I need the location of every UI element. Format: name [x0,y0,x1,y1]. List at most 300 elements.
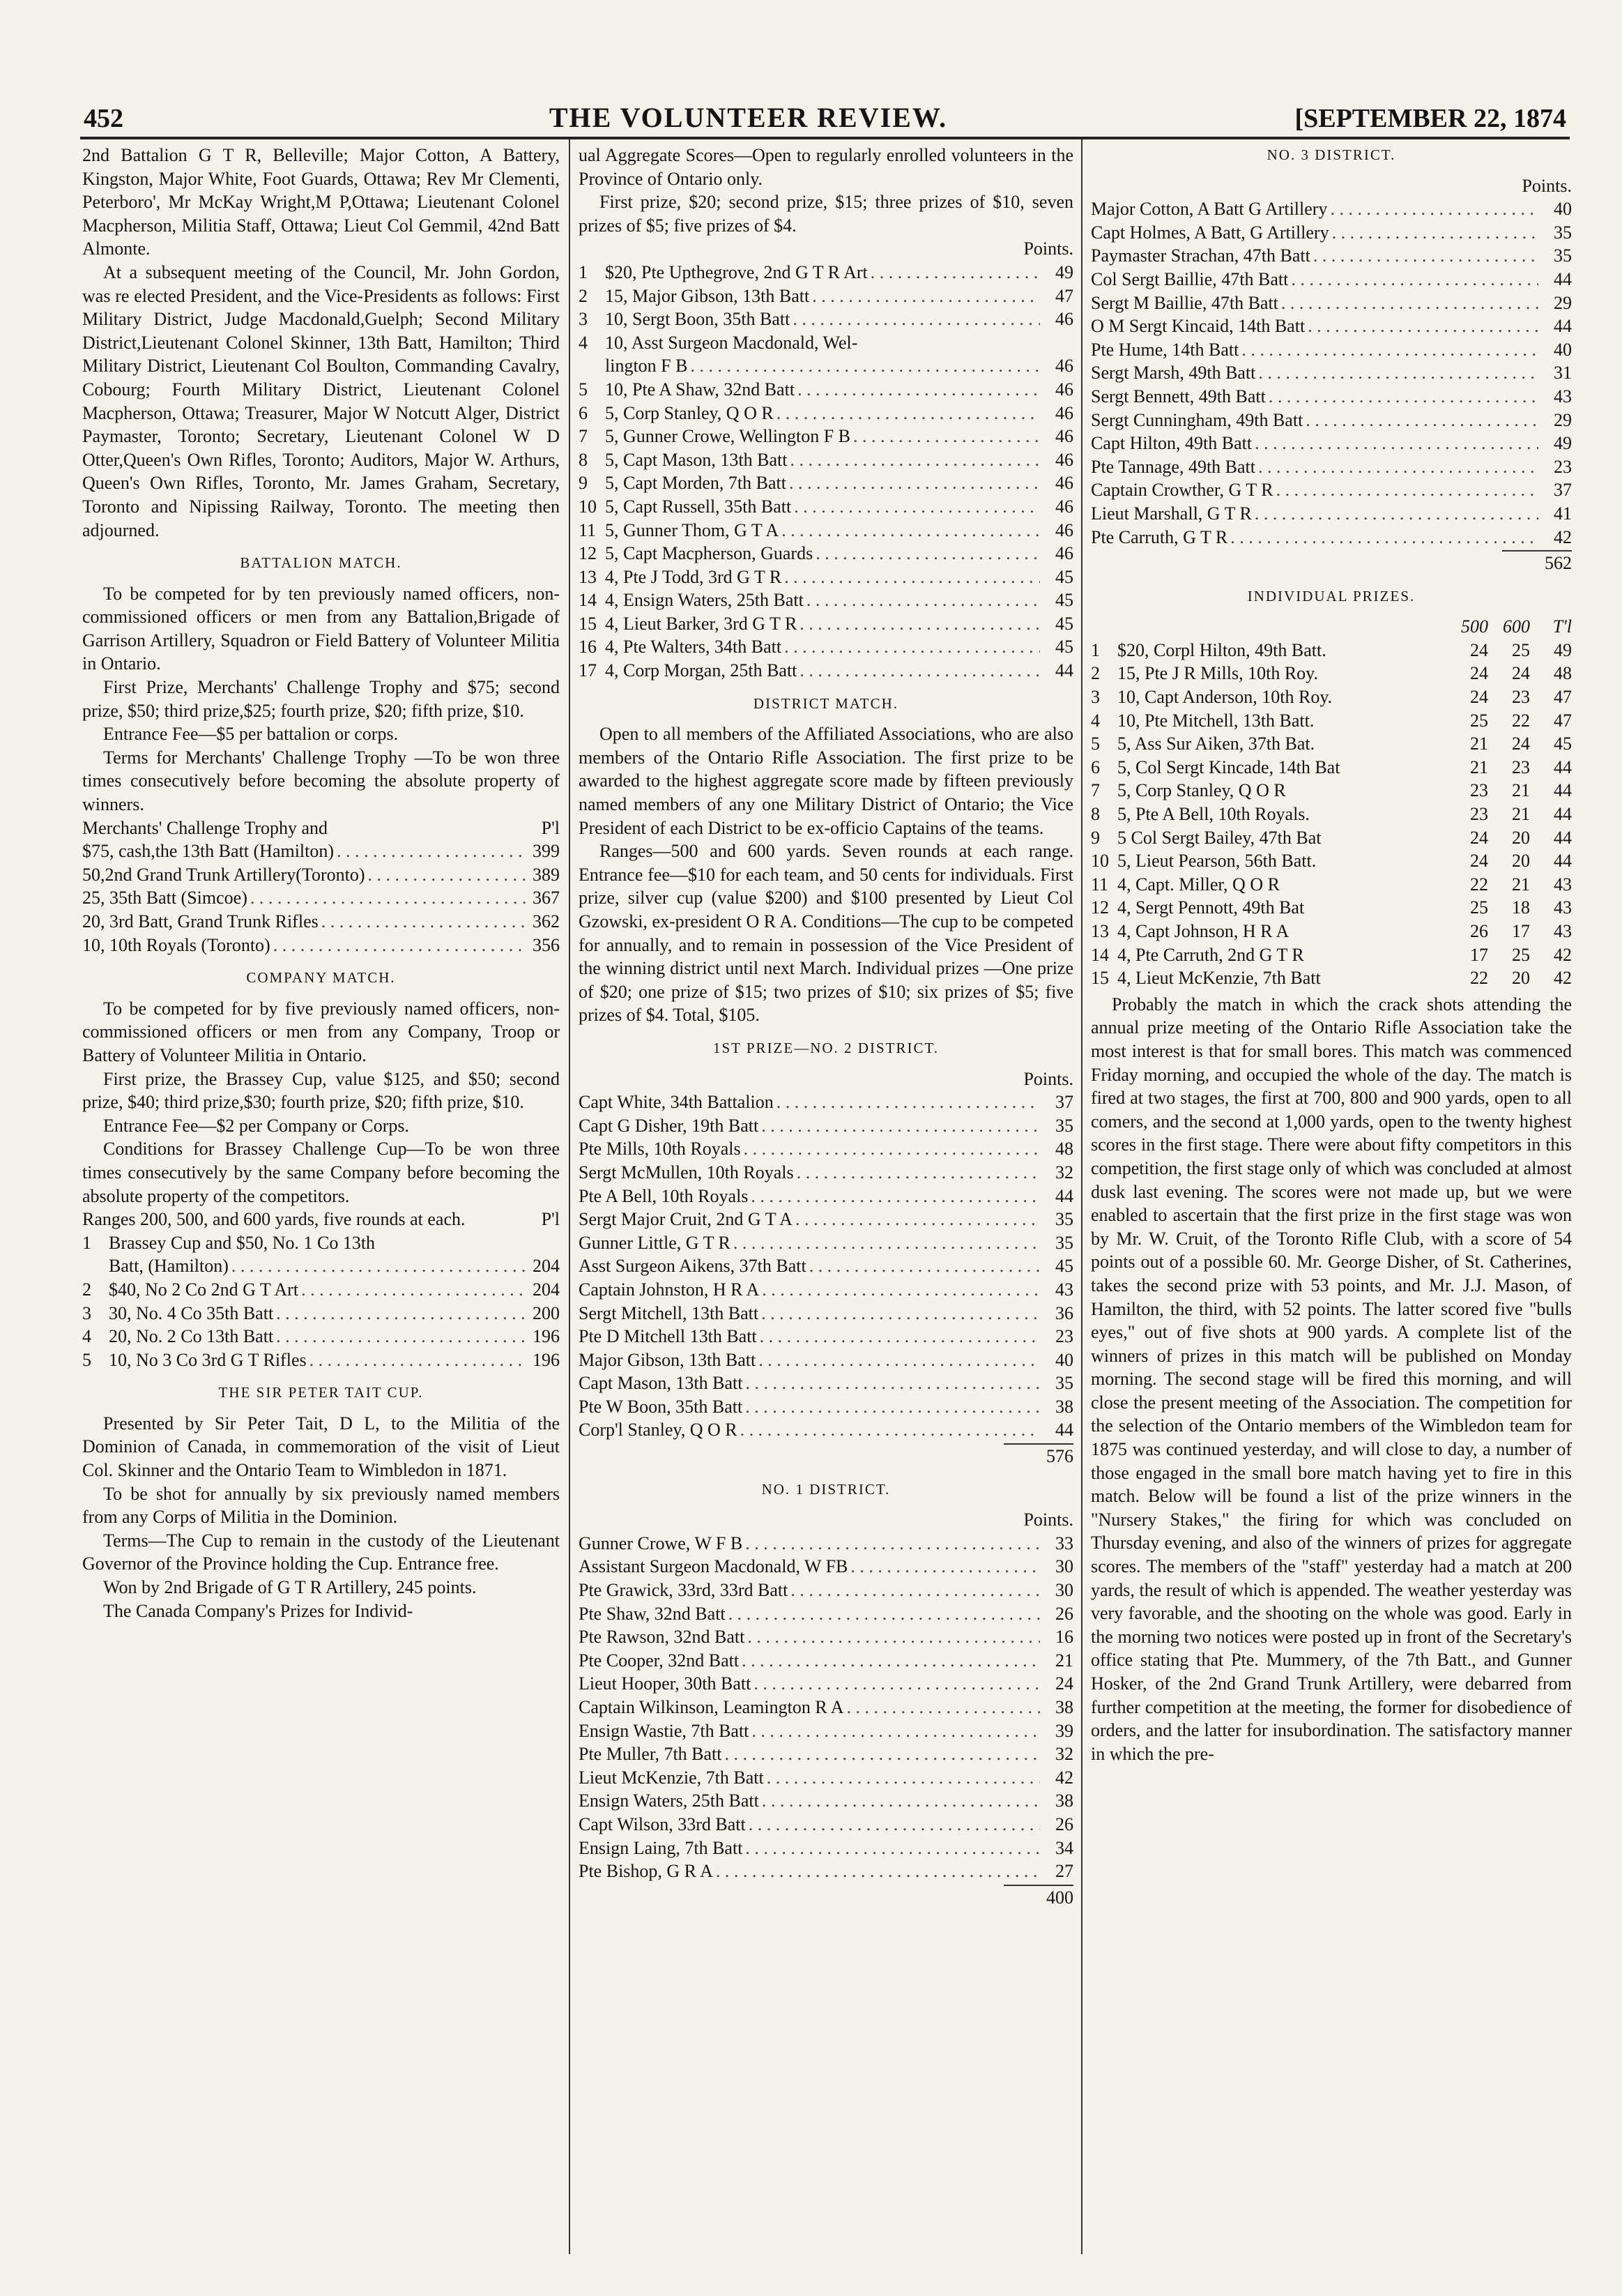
score-value: 46 [1055,309,1073,330]
table-row [579,1813,1073,1837]
table-row [579,1672,1073,1696]
leader-dots [767,1766,1040,1790]
row-number: 8 [1091,804,1100,825]
table-row [579,284,1073,308]
score-value: 46 [1055,379,1073,400]
competitor-name: 10, No 3 Co 3rd G T Rifles [109,1349,307,1370]
row-number: 9 [1091,827,1100,848]
leader-dots [740,1418,1040,1442]
leader-dots [776,402,1040,425]
table-row [1091,338,1572,362]
competitor-name: 5, Corp Stanley, Q O R [605,402,774,423]
score-600: 22 [1512,710,1530,731]
score-500: 24 [1470,687,1488,708]
competitor-name: Capt Holmes, A Batt, G Artillery [1091,222,1329,243]
paragraph: First Prize, Merchants' Challenge Trophy and $75; second prize, $50; third prize,$25; fourth prize, $20; fifth prize, $10. [82,677,560,721]
score-value: 42 [1554,526,1572,547]
table-row [579,1742,1073,1766]
table-row [1091,478,1572,502]
score-value: 46 [1055,543,1073,564]
company-results [82,1231,560,1372]
table-row [1091,732,1572,756]
score-value: 38 [1055,1791,1073,1811]
paragraph: The Canada Company's Prizes for Individ- [103,1600,413,1621]
competitor-name: 4, Corp Morgan, 25th Batt [605,660,797,681]
table-row [579,1161,1073,1185]
competitor-name: 4, Lieut Barker, 3rd G T R [605,613,797,634]
competitor-name: 4, Sergt Pennott, 49th Bat [1117,897,1305,918]
section-heading: BATTALION MATCH. [240,554,402,572]
competitor-name: Sergt Bennett, 49th Batt [1091,386,1266,406]
row-number: 14 [579,590,597,611]
leader-dots [784,565,1040,589]
paragraph: Probably the match in which the crack shots attending the annual prize meeting of the Ontario Rifle Association take the most interest is that for small bores. This match was commenced Friday morning, and occupied the whole of the day. The match is fired at two stages, the first at 700, 800 and 900 yards, open to all comers, and the second at 1,000 yards, open to the twenty highest scores in the first stage. There were about fifty competitors in this competition, the first stage only of which was concluded at almost dusk last evening. The scores were not made up, but we were enabled to ascertain that the first prize in the first stage was won by Mr. W. Cruit, of the Toronto Rifle Club, with a score of 54 points out of a possible 60. Mr. George Disher, of St. Catherines, takes the second prize with 53 points, and Mr. J.J. Mason, of Hamilton, the third, with 52 points. The latter scored five "bulls eyes," out of five shots at 900 yards. A complete list of the winners of prizes in this match will be published on Monday morning. The second stage will be fired this morning, and will close the present meeting of the Association. The competition for the selection of the Ontario members of the Wimbledon team for 1875 was continued yesterday, and will close to day, a number of those engaged in the small bore match having yet to fire in this match. Below will be found a list of the prize winners in the "Nursery Stakes," the firing for which was concluded on Thursday evening, and also of the winners of prizes for aggregate scores. The members of the "staff" yesterday had a match at 200 yards, the result of which is appended. The weather yesterday was very favorable, and the shooting on the whole was good. Early in the morning two notices were posted up in front of the Secretary's office stating that Pte. Mummery, of the 7th Batt., and Gunner Hosker, of the 2nd Grand Trunk Artillery, were debarred from further competition at the meeting, the former for disobedience of orders, and the latter for insubordination. The satisfactory manner in which the pre- [1091,994,1572,1764]
paragraph: ual Aggregate Scores—Open to regularly enrolled volunteers in the Province of Ontario only. [579,145,1073,189]
table-row [1091,685,1572,709]
table-row [82,1302,560,1325]
score-value: 45 [1055,613,1073,634]
competitor-name: Asst Surgeon Aikens, 37th Batt [579,1256,806,1277]
table-row [579,471,1073,495]
leader-dots [250,886,526,910]
competitor-name: 4, Capt. Miller, Q O R [1117,874,1280,895]
leader-dots [871,261,1040,284]
score-value: 49 [1554,433,1572,454]
competitor-name: Major Cotton, A Batt G Artillery [1091,199,1328,220]
score-total: 44 [1554,804,1572,825]
section-heading: THE SIR PETER TAIT CUP. [218,1384,424,1401]
table-row [1091,361,1572,385]
score-600: 25 [1512,639,1530,660]
competitor-name: Sergt Marsh, 49th Batt [1091,363,1256,383]
competitor-name: Lieut McKenzie, 7th Batt [579,1767,764,1788]
leader-dots [850,1555,1040,1579]
paragraph: Terms—The Cup to remain in the custody of the Lieutenant Governor of the Province holding the Cup. Entrance free. [82,1530,560,1574]
score-600: 20 [1512,851,1530,872]
table-row [579,307,1073,331]
score-value: 44 [1055,660,1073,681]
score-total: 43 [1554,897,1572,918]
competitor-name: Ensign Waters, 25th Batt [579,1791,759,1811]
score-500: 22 [1470,968,1488,989]
leader-dots [273,934,526,957]
table-row [579,1860,1073,1883]
row-number: 14 [1091,944,1109,965]
score-500: 24 [1470,851,1488,872]
table-row [579,1625,1073,1649]
score-value: 46 [1055,426,1073,447]
leader-dots [790,1579,1040,1602]
table-row [82,1231,560,1255]
table-row [579,448,1073,472]
paragraph: Open to all members of the Affiliated Associations, who are also members of the Ontario Rifle Association. The first prize to be awarded to the highest aggregate score made by fifteen previously named members of any one Military District of Ontario; the Vice President of each District to be ex-officio Captains of the teams. [579,724,1073,838]
table-row [579,1090,1073,1114]
competitor-name: Assistant Surgeon Macdonald, W FB [579,1556,848,1577]
score-500: 25 [1470,710,1488,731]
competitor-name: 10, Pte Mitchell, 13th Batt. [1117,710,1315,731]
score-value: 42 [1055,1767,1073,1788]
competitor-name: 5 Col Sergt Bailey, 47th Bat [1117,827,1322,848]
page-number: 452 [84,104,123,133]
competitor-name: 4, Capt Johnson, H R A [1117,921,1290,941]
score-value: 37 [1055,1092,1073,1113]
district-3-total: 562 [1545,553,1572,574]
competitor-name: Pte W Boon, 35th Batt [579,1396,743,1417]
points-header: Points. [1023,1068,1073,1089]
competitor-name: Ensign Laing, 7th Batt [579,1837,743,1858]
table-row [579,378,1073,402]
competitor-name: Captain Crowther, G T R [1091,480,1273,501]
score-500: 21 [1470,733,1488,754]
leader-dots [761,1114,1040,1138]
competitor-name: Sergt M Baillie, 47th Batt [1091,292,1278,313]
column-3 [1091,144,1572,2247]
leader-dots [853,425,1040,448]
merchants-results [82,839,560,957]
leader-dots [301,1278,526,1302]
leader-dots [809,1254,1040,1278]
score-value: 49 [1055,261,1073,282]
leader-dots [797,1161,1040,1185]
score-value: 30 [1055,1556,1073,1577]
competitor-name: Sergt Major Cruit, 2nd G T A [579,1209,793,1230]
competitor-name: Sergt Cunningham, 49th Batt [1091,409,1303,430]
leader-dots [231,1254,526,1278]
paragraph: First prize, $20; second prize, $15; three prizes of $10, seven prizes of $5; five prizes of $4. [579,192,1073,236]
leader-dots [1258,361,1538,385]
score-600: 21 [1512,780,1530,801]
competitor-name: 50,2nd Grand Trunk Artillery(Toronto) [82,864,365,885]
competitor-name: Ensign Wastie, 7th Batt [579,1720,749,1741]
score-value: 46 [1055,473,1073,494]
competitor-name: $40, No 2 Co 2nd G T Art [109,1279,299,1300]
leader-dots [1269,385,1538,409]
competitor-name: 15, Major Gibson, 13th Batt [605,285,810,306]
table-row [579,1837,1073,1860]
score-600: 23 [1512,687,1530,708]
row-number: 6 [579,402,588,423]
points-header: Points. [1023,1510,1073,1530]
table-row [579,1185,1073,1208]
individual-header-row [1091,615,1572,639]
paragraph: To be shot for annually by six previously named members from any Corps of Militia in the Dominion. [82,1483,560,1528]
section-heading: INDIVIDUAL PRIZES. [1247,587,1416,605]
competitor-name: Gunner Crowe, W F B [579,1533,743,1553]
score-600: 24 [1512,733,1530,754]
paragraph: Won by 2nd Brigade of G T R Artillery, 245 points. [103,1577,477,1598]
score-600: 21 [1512,804,1530,825]
points-header: Points. [1023,238,1073,259]
competitor-name: 5, Capt Mason, 13th Batt [605,449,788,470]
competitor-name: 20, No. 2 Co 13th Batt [109,1326,274,1347]
table-row [579,495,1073,519]
competitor-name: Major Gibson, 13th Batt [579,1349,756,1370]
leader-dots [745,1371,1040,1395]
paragraph: Conditions for Brassey Challenge Cup—To be won three times consecutively by the same Company before becoming the absolute property of the competitors. [82,1139,560,1206]
competitor-name: Brassey Cup and $50, No. 1 Co 13th [109,1232,376,1253]
table-row [82,1348,560,1372]
leader-dots [753,1672,1040,1696]
score-value: 35 [1554,222,1572,243]
table-header-row [82,1208,560,1231]
table-row [1091,709,1572,733]
leader-dots [847,1696,1040,1719]
row-number: 3 [82,1302,91,1323]
score-total: 44 [1554,827,1572,848]
score-value: 32 [1055,1162,1073,1183]
row-number: 13 [579,566,597,587]
table-row [1091,779,1572,803]
row-number: 1 [82,1232,91,1253]
row-number: 17 [579,660,597,681]
competitor-name: 10, 10th Royals (Toronto) [82,934,270,955]
row-number: 11 [1091,874,1109,895]
leader-dots [793,307,1040,331]
score-500: 23 [1470,804,1488,825]
table-row [1091,920,1572,943]
table-row [579,1555,1073,1579]
competitor-name: 25, 35th Batt (Simcoe) [82,888,247,908]
leader-dots [276,1325,526,1348]
table-row [579,635,1073,659]
paragraph: Entrance Fee—$5 per battalion or corps. [103,724,399,745]
section-heading: DISTRICT MATCH. [753,694,899,712]
row-number: 15 [1091,968,1109,989]
table-row [579,425,1073,448]
row-number: 7 [1091,780,1100,801]
row-number: 15 [579,613,597,634]
score-value: 40 [1055,1349,1073,1370]
table-row [1091,873,1572,897]
leader-dots [1306,409,1538,432]
leader-dots [794,495,1040,519]
leader-dots [1241,338,1538,362]
competitor-name: 4, Lieut McKenzie, 7th Batt [1117,968,1321,989]
leader-dots [762,1278,1040,1302]
score-500: 17 [1470,944,1488,965]
row-number: 2 [1091,663,1100,684]
competitor-name: Corp'l Stanley, Q O R [579,1420,737,1440]
competitor-name: Sergt Mitchell, 13th Batt [579,1302,759,1323]
row-number: 10 [1091,851,1109,872]
row-number: 1 [1091,639,1100,660]
competitor-name: Col Sergt Baillie, 47th Batt [1091,268,1289,289]
score-value: 46 [1055,356,1073,377]
leader-dots [812,284,1040,308]
competitor-name: Pte Shaw, 32nd Batt [579,1603,726,1624]
competitor-name: lington F B [605,356,688,377]
score-value: 46 [1055,449,1073,470]
table-row [579,1137,1073,1161]
score-600: 18 [1512,897,1530,918]
leader-dots [716,1860,1040,1883]
table-row [1091,826,1572,850]
competitor-name: 5, Gunner Crowe, Wellington F B [605,426,851,447]
competitor-name: 10, Capt Anderson, 10th Roy. [1117,687,1333,708]
score-value: 31 [1554,363,1572,383]
score-value: 200 [533,1302,560,1323]
table-row [579,354,1073,378]
leader-dots [1281,291,1538,315]
score-600: 25 [1512,944,1530,965]
competitor-name: Sergt McMullen, 10th Royals [579,1162,794,1183]
table-row [1091,221,1572,245]
leader-dots [751,1719,1040,1743]
table-row [579,1766,1073,1790]
leader-dots [749,1813,1040,1837]
table-row [579,1302,1073,1325]
row-number: 5 [579,379,588,400]
table-row [579,1114,1073,1138]
score-value: 41 [1554,503,1572,524]
issue-date: [SEPTEMBER 22, 1874 [1294,104,1566,133]
score-total: 45 [1554,733,1572,754]
score-value: 35 [1554,245,1572,266]
row-number: 7 [579,426,588,447]
score-value: 23 [1554,456,1572,477]
row-number: 2 [579,285,588,306]
points-header: Points. [1522,175,1572,196]
leader-dots [1255,432,1538,455]
competitor-name: 10, Pte A Shaw, 32nd Batt [605,379,795,400]
leader-dots [742,1649,1040,1673]
score-value: 44 [1554,316,1572,337]
leader-dots [799,612,1040,636]
score-value: 389 [533,864,560,885]
score-total: 42 [1554,968,1572,989]
leader-dots [776,1090,1040,1114]
district-3-results [1091,197,1572,549]
paragraph: Ranges—500 and 600 yards. Seven rounds at each range. Entrance fee—$10 for each team, and 50 cents for individuals. First prize, silver cup (value $200) and $100 presented by Lieut Col Gzowski, ex-president O R A. Conditions—The cup to be competed for annually, and to remain in possession of the Vice President of the winning district until next March. Individual prizes —One prize of $20; one prize of $15; two prizes of $10; six prizes of $5; five prizes of $4. Total, $105. [579,841,1073,1026]
row-number: 16 [579,637,597,657]
score-500: 22 [1470,874,1488,895]
score-total: 44 [1554,851,1572,872]
score-value: 45 [1055,590,1073,611]
district-2-total: 576 [1046,1446,1073,1467]
points-header: P'l [541,1209,560,1230]
table-row [82,1278,560,1302]
table-row [1091,268,1572,291]
row-number: 4 [579,332,588,353]
table-row [579,1532,1073,1556]
table-row [579,612,1073,636]
table-row [1091,291,1572,315]
competitor-name: Capt White, 34th Battalion [579,1092,774,1113]
score-600: 21 [1512,874,1530,895]
score-value: 39 [1055,1720,1073,1741]
table-row [1091,244,1572,268]
row-number: 12 [1091,897,1109,918]
leader-dots [784,635,1040,659]
competitor-name: $20, Corpl Hilton, 49th Batt. [1117,639,1326,660]
table-row [1091,197,1572,221]
competitor-name: 30, No. 4 Co 35th Batt [109,1302,274,1323]
competitor-name: Pte Cooper, 32nd Batt [579,1650,740,1671]
table-row [579,565,1073,589]
competitor-name: Pte Mills, 10th Royals [579,1139,741,1160]
row-number: 12 [579,543,597,564]
table-row [1091,455,1572,479]
competitor-name: Pte D Mitchell 13th Batt [579,1326,757,1347]
section-heading: 1ST PRIZE—NO. 2 DISTRICT. [713,1039,939,1056]
score-value: 16 [1055,1627,1073,1648]
competitor-name: 5, Capt Russell, 35th Batt [605,496,792,517]
column-2 [579,144,1073,2247]
competitor-name: $75, cash,the 13th Batt (Hamilton) [82,841,335,862]
leader-dots [1308,314,1538,338]
table-row [82,1254,560,1278]
competitor-name: Capt Mason, 13th Batt [579,1373,743,1394]
leader-dots [368,863,527,887]
score-value: 35 [1055,1209,1073,1230]
table-row [82,910,560,934]
table-row [579,1719,1073,1743]
table-row [1091,896,1572,920]
score-600: 23 [1512,757,1530,777]
score-value: 35 [1055,1232,1073,1253]
score-value: 21 [1055,1650,1073,1671]
paragraph: First prize, the Brassey Cup, value $125, and $50; second prize, $40; third prize,$30; fourth prize, $20; fifth prize, $10. [82,1068,560,1113]
competitor-name: 4, Pte Walters, 34th Batt [605,637,782,657]
competitor-name: 10, Sergt Boon, 35th Batt [605,309,790,330]
paragraph: Ranges 200, 500, and 600 yards, five rounds at each. [82,1209,466,1230]
column-header: 500 [1461,616,1488,637]
competitor-name: O M Sergt Kincaid, 14th Batt [1091,316,1306,337]
score-600: 20 [1512,827,1530,848]
score-value: 367 [533,888,560,908]
leader-dots [321,910,526,934]
leader-dots [761,1302,1040,1325]
paragraph: At a subsequent meeting of the Council, Mr. John Gordon, was re elected President, and the Vice-Presidents as follows: First Military District, Judge Macdonald,Guelph; Second Military District,Lieutenant Colonel Skinner, 13th Batt, Hamilton; Third Military District, Lieutenant Col Boulton, Commanding Cavalry, Cobourg; Fourth Military District, Lieutenant Colonel Macpherson, Ottawa; Treasurer, Major W Notcutt Alger, District Paymaster, Toronto; Secretary, Lieutenant Colonel W D Otter,Queen's Own Rifles, Toronto; Auditors, Major W. Arthurs, Queen's Own Rifles, Toronto, Mr. James Graham, Secretary, Toronto and Nipissing Railway, Toronto. The meeting then adjourned. [82,261,560,540]
score-value: 46 [1055,519,1073,540]
competitor-name: 5, Col Sergt Kincade, 14th Bat [1117,757,1340,777]
table-row [579,261,1073,284]
leader-dots [276,1302,526,1325]
row-number: 4 [1091,710,1100,731]
score-value: 30 [1055,1580,1073,1601]
score-total: 47 [1554,687,1572,708]
score-total: 42 [1554,944,1572,965]
score-value: 46 [1055,496,1073,517]
competitor-name: Captain Wilkinson, Leamington R A [579,1697,844,1717]
competitor-name: Paymaster Strachan, 47th Batt [1091,245,1310,266]
leader-dots [795,1208,1040,1231]
competitor-name: Lieut Hooper, 30th Batt [579,1673,751,1694]
table-row [579,1395,1073,1419]
competitor-name: Pte Muller, 7th Batt [579,1744,722,1765]
section-heading: NO. 3 DISTRICT. [1267,146,1396,163]
score-total: 43 [1554,874,1572,895]
table-row [1091,409,1572,432]
table-row [579,331,1073,355]
row-number: 1 [579,261,588,282]
table-row [579,1348,1073,1372]
leader-dots [760,1325,1040,1348]
competitor-name: Lieut Marshall, G T R [1091,503,1252,524]
column-divider [569,139,570,2254]
leader-dots [1330,197,1538,221]
leader-dots [337,839,526,863]
score-value: 40 [1554,339,1572,360]
competitor-name: 20, 3rd Batt, Grand Trunk Rifles [82,911,319,932]
competitor-name: 4, Pte Carruth, 2nd G T R [1117,944,1304,965]
score-value: 46 [1055,402,1073,423]
section-heading: NO. 1 DISTRICT. [761,1480,891,1498]
paragraph: To be competed for by five previously named officers, non-commissioned officers or men from any Company, Troop or Battery of Volunteer Militia in Ontario. [82,998,560,1065]
competitor-name: Pte Tannage, 49th Batt [1091,456,1255,477]
district-1-results [579,1532,1073,1883]
table-row [1091,662,1572,685]
